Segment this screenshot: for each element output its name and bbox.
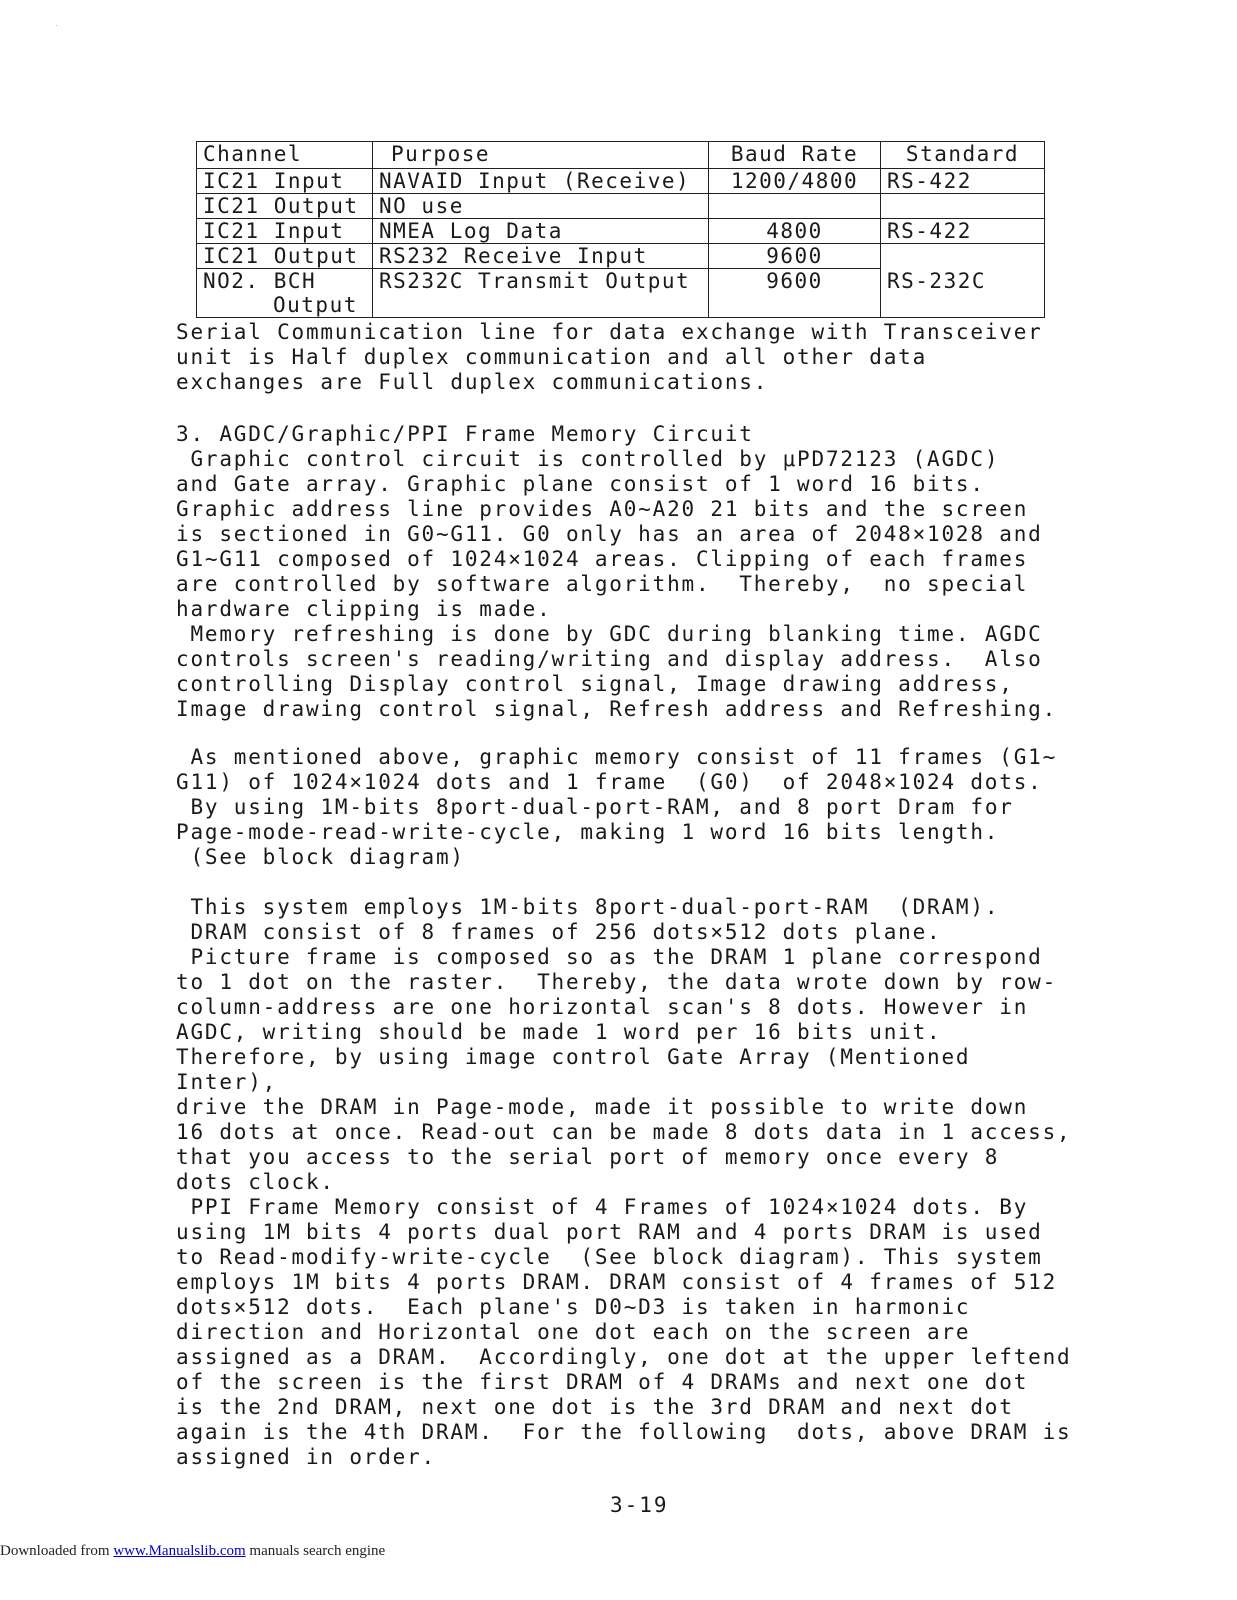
paragraph-graphic-memory: As mentioned above, graphic memory consist of 11 frames (G1~ G11) of 1024×1024 dots and 1 frame (G0) of 2048×1024 dots. By using 1M-bits 8port-dual-port-RAM, and 8 port Dram for Page-mode-read-write-cycle, making 1 word 16 bits length. (See block diagram) [176,745,1058,869]
paragraph-dram: This system employs 1M-bits 8port-dual-port-RAM (DRAM). DRAM consist of 8 frames of 256 dots×512 dots plane. Picture frame is composed so as the DRAM 1 plane correspond to 1 dot on the raster. Thereby, the data wrote down by row- column-address are one horizontal scan's 8 dots. However in AGDC, writing should be made 1 word per 16 bits unit. Therefore, by using image control Gate Array (Mentioned Inter), drive the DRAM in Page-mode, made it possible to write down 16 dots at once. Read-out can be made 8 dots data in 1 access, that you access to the serial port of memory once every 8 dots clock. PPI Frame Memory consist of 4 Frames of 1024×1024 dots. By using 1M bits 4 ports dual port RAM and 4 ports DRAM is used to Read-modify-write-cycle (See block diagram). This system employs 1M bits 4 ports DRAM. DRAM consist of 4 frames of 512 dots×512 dots. Each plane's D0~D3 is taken in harmonic direction and Horizontal one dot each on the screen are assigned as a DRAM. Accordingly, one dot at the upper leftend of the screen is the first DRAM of 4 DRAMs and next one dot is the 2nd DRAM, next one dot is the 3rd DRAM and next dot again is the 4th DRAM. For the following dots, above DRAM is assigned in order. [176,895,1072,1469]
cell-purpose: NMEA Log Data [373,219,709,244]
cell-channel: IC21 Input [197,169,373,194]
header-channel: Channel [197,142,373,169]
cell-baud: 9600 [709,244,881,269]
paragraph-agdc-circuit: 3. AGDC/Graphic/PPI Frame Memory Circuit Graphic control circuit is controlled by μPD72123 (AGDC) and Gate array. Graphic plane consist of 1 word 16 bits. Graphic address line provides A0~A20 21 bits and the screen is sectioned in G0~G11. G0 only has an area of 2048×1028 and G1~G11 composed of 1024×1024 areas. Clipping of each frames are controlled by software algorithm. Thereby, no special hardware clipping is made. Memory refreshing is done by GDC during blanking time. AGDC controls screen's reading/writing and display address. Also controlling Display control signal, Image drawing address, Image drawing control signal, Refresh address and Refreshing. [176,422,1058,721]
scan-mark [56,25,57,26]
footer-suffix: manuals search engine [245,1543,386,1559]
cell-channel: IC21 Output [197,194,373,219]
cell-purpose: NO use [373,194,709,219]
header-purpose: Purpose [373,142,709,169]
cell-standard: RS-232C [881,244,1045,318]
header-baud-rate: Baud Rate [709,142,881,169]
download-footer [0,1543,385,1560]
cell-standard: RS-422 [881,219,1045,244]
header-standard: Standard [881,142,1045,169]
table-header-row [197,142,1045,169]
cell-purpose: RS232C Transmit Output [373,269,709,318]
cell-baud: 9600 [709,269,881,318]
cell-standard: RS-422 [881,169,1045,194]
paragraph-serial-communication: Serial Communication line for data exchange with Transceiver unit is Half duplex communication and all other data exchanges are Full duplex communications. [176,320,1043,394]
cell-purpose: NAVAID Input (Receive) [373,169,709,194]
cell-channel-line2: Output [273,293,358,317]
cell-baud: 4800 [709,219,881,244]
cell-channel-line1: NO2. BCH [203,269,317,293]
manualslib-link[interactable]: www.Manualslib.com [113,1543,246,1559]
cell-channel: IC21 Input [197,219,373,244]
table-row [197,194,1045,219]
page-number: 3-19 [610,1493,669,1517]
channel-table [196,141,1045,318]
footer-prefix: Downloaded from [0,1543,114,1559]
cell-baud [709,194,881,219]
table-row [197,219,1045,244]
cell-standard [881,194,1045,219]
cell-purpose: RS232 Receive Input [373,244,709,269]
cell-channel: IC21 Output [197,244,373,269]
table-row [197,244,1045,269]
cell-baud: 1200/4800 [709,169,881,194]
table-row [197,169,1045,194]
cell-channel [197,269,373,318]
